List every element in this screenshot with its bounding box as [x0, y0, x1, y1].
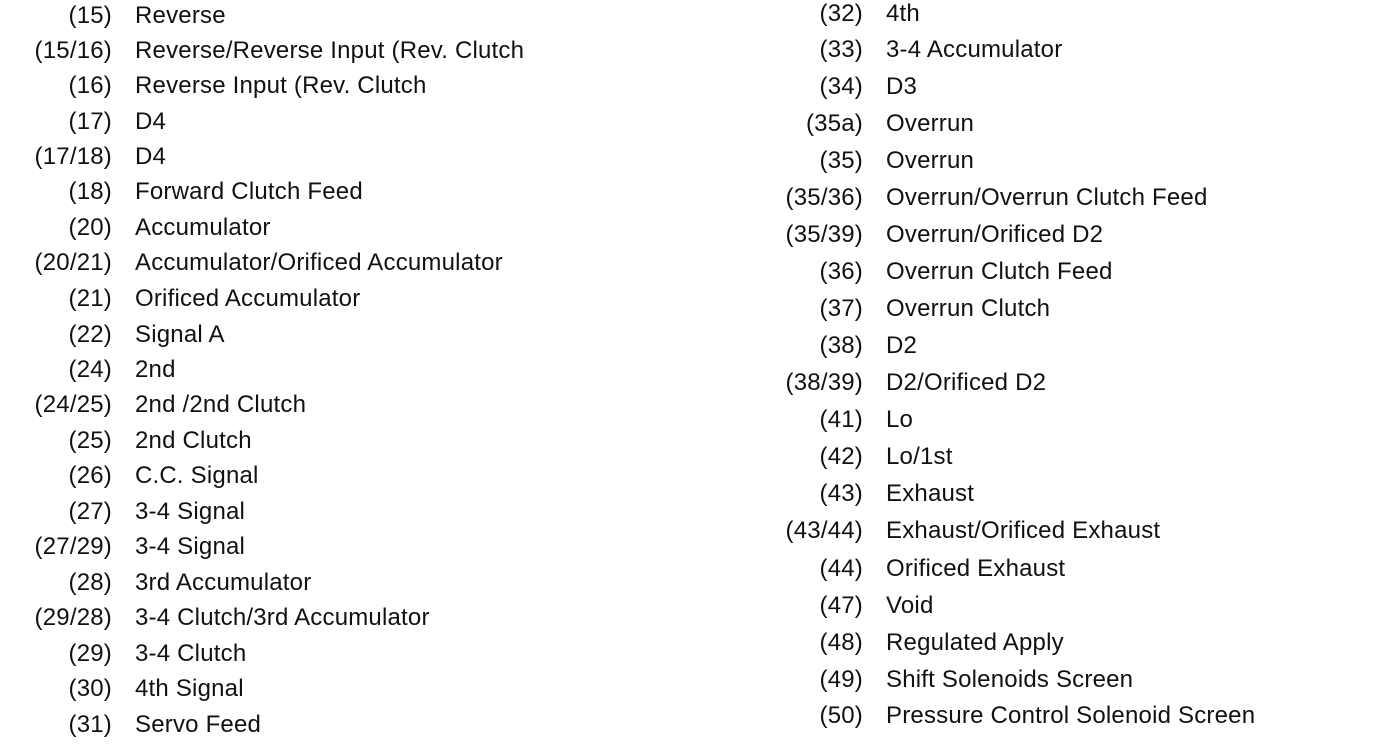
legend-code: (28) [68, 569, 112, 596]
legend-label: Lo/1st [886, 443, 953, 470]
legend-label: D3 [886, 73, 918, 100]
legend-label: Servo Feed [135, 711, 262, 738]
legend-label: Reverse [135, 2, 226, 29]
legend-code: (48) [819, 629, 863, 656]
legend-label: 3-4 Accumulator [886, 36, 1063, 63]
legend-label: Shift Solenoids Screen [886, 666, 1134, 693]
legend-code: (24/25) [34, 391, 112, 418]
legend-label: D4 [135, 108, 167, 135]
legend-code: (24) [68, 356, 112, 383]
legend-label: Overrun [886, 147, 975, 174]
legend-code: (21) [68, 285, 112, 312]
legend-code: (18) [68, 178, 112, 205]
legend-code: (15) [68, 2, 112, 29]
legend-label: Orificed Accumulator [135, 285, 361, 312]
legend-label: 3-4 Signal [135, 533, 246, 560]
legend-code: (26) [68, 462, 112, 489]
legend-code: (36) [819, 258, 863, 285]
legend-label: Overrun Clutch [886, 295, 1051, 322]
legend-code: (31) [68, 711, 112, 738]
legend-label: Orificed Exhaust [886, 555, 1066, 582]
legend-label: Overrun/Orificed D2 [886, 221, 1104, 248]
legend-code: (17) [68, 108, 112, 135]
legend-label: D2/Orificed D2 [886, 369, 1047, 396]
legend-code: (20/21) [34, 249, 112, 276]
legend-code: (27) [68, 498, 112, 525]
legend-label: Accumulator [135, 214, 271, 241]
legend-code: (43/44) [785, 517, 863, 544]
legend-label: Accumulator/Orificed Accumulator [135, 249, 503, 276]
legend-label: D2 [886, 332, 918, 359]
legend-label: Reverse/Reverse Input (Rev. Clutch [135, 37, 525, 64]
legend-label: Exhaust/Orificed Exhaust [886, 517, 1161, 544]
legend-code: (47) [819, 592, 863, 619]
legend-label: Exhaust [886, 480, 975, 507]
legend-code: (35a) [805, 110, 863, 137]
legend-code: (30) [68, 675, 112, 702]
legend-code: (17/18) [34, 143, 112, 170]
legend-label: D4 [135, 143, 167, 170]
legend-label: 2nd Clutch [135, 427, 252, 454]
legend-code: (29) [68, 640, 112, 667]
legend-label: 3-4 Signal [135, 498, 246, 525]
legend-label: Overrun Clutch Feed [886, 258, 1113, 285]
legend-label: Signal A [135, 321, 225, 348]
legend-label: C.C. Signal [135, 462, 259, 489]
legend-label: 3rd Accumulator [135, 569, 312, 596]
legend-label: Void [886, 592, 934, 619]
legend-label: Lo [886, 406, 914, 433]
legend-code: (35) [819, 147, 863, 174]
legend-code: (50) [819, 702, 863, 729]
legend-label: Pressure Control Solenoid Screen [886, 702, 1256, 729]
legend-label: Regulated Apply [886, 629, 1064, 656]
legend-code: (16) [68, 72, 112, 99]
legend-code: (38/39) [785, 369, 863, 396]
legend-code: (20) [68, 214, 112, 241]
legend-code: (38) [819, 332, 863, 359]
legend-code: (41) [819, 406, 863, 433]
legend-label: Reverse Input (Rev. Clutch [135, 72, 427, 99]
legend-code: (25) [68, 427, 112, 454]
legend-label: 2nd /2nd Clutch [135, 391, 307, 418]
legend-code: (42) [819, 443, 863, 470]
legend-code: (27/29) [34, 533, 112, 560]
legend-label: Overrun/Overrun Clutch Feed [886, 184, 1208, 211]
legend-code: (49) [819, 666, 863, 693]
legend-code: (43) [819, 480, 863, 507]
legend-code: (33) [819, 36, 863, 63]
legend-label: 3-4 Clutch [135, 640, 247, 667]
legend-label: Forward Clutch Feed [135, 178, 363, 205]
legend-code: (35/36) [785, 184, 863, 211]
legend-label: 4th Signal [135, 675, 244, 702]
legend-code: (37) [819, 295, 863, 322]
legend-code: (35/39) [785, 221, 863, 248]
legend-code: (15/16) [34, 37, 112, 64]
legend-code: (34) [819, 73, 863, 100]
legend-label: Overrun [886, 110, 975, 137]
legend-code: (44) [819, 555, 863, 582]
legend-code: (32) [819, 0, 863, 27]
legend-code: (22) [68, 321, 112, 348]
legend-label: 2nd [135, 356, 176, 383]
legend-label: 3-4 Clutch/3rd Accumulator [135, 604, 430, 631]
legend-code: (29/28) [34, 604, 112, 631]
legend-label: 4th [886, 0, 920, 27]
